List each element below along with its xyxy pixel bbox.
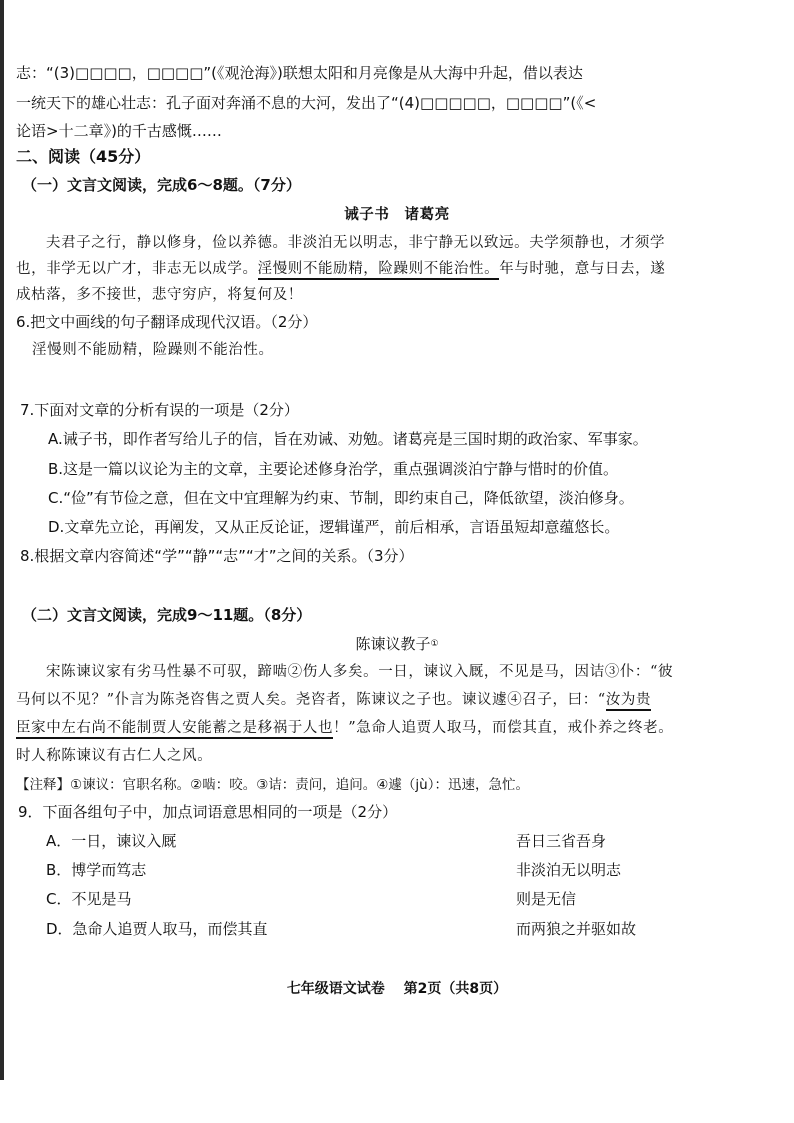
page-footer: 七年级语文试卷 第2页（共8页）	[286, 981, 508, 997]
scan-edge	[0, 0, 4, 1080]
question-9-option-c-left: C．不见是马	[46, 890, 132, 908]
passage1-title: 诫子书 诸葛亮	[344, 206, 450, 223]
question-9-option-a-right: 吾日三省吾身	[516, 832, 607, 850]
question-7: 7.下面对文章的分析有误的一项是（2分）	[20, 401, 299, 419]
passage2-line-4: 时人称陈谏议有古仁人之风。	[16, 748, 213, 764]
question-8: 8.根据文章内容简述“学”“静”“志”“才”之间的关系。（3分）	[20, 547, 414, 565]
question-7-option-b: B.这是一篇以议论为主的文章，主要论述修身治学，重点强调淡泊宁静与惜时的价值。	[48, 460, 619, 478]
question-9-option-a-left: A．一日，谏议入厩	[46, 832, 177, 850]
fill-in-line-3: 论语>十二章》)的千古感慨……	[16, 122, 222, 140]
annotation-notes: 【注释】①谏议：官职名称。②啮：咬。③诘：责问，追问。④遽（jù）：迅速，急忙。	[16, 777, 529, 793]
passage1-line-2-tail: 年与时驰，意与日去，遂	[499, 261, 666, 277]
passage2-line-3	[16, 717, 784, 739]
question-7-option-a: A.诫子书，即作者写给儿子的信，旨在劝诫、劝勉。诸葛亮是三国时期的政治家、军事家。	[48, 430, 648, 448]
question-6: 6.把文中画线的句子翻译成现代汉语。（2分）	[16, 313, 318, 331]
passage2-underlined-part-2: 臣家中左右尚不能制贾人安能蓄之是移祸于人也	[16, 720, 333, 739]
passage2-line-2-head: 马何以不见？”仆言为陈尧咨售之贾人矣。尧咨者，陈谏议之子也。谏议遽④召子，曰：“	[16, 692, 606, 708]
question-7-option-c: C.“俭”有节俭之意，但在文中宜理解为约束、节制，即约束自己，降低欲望，淡泊修身。	[48, 489, 634, 507]
passage1-line-2-head: 也，非学无以广才，非志无以成学。	[16, 261, 258, 277]
fill-in-line-1: 志：“(3)□□□□，□□□□”(《观沧海》)联想太阳和月亮像是从大海中升起，借以表达	[16, 64, 583, 82]
question-6-sentence: 淫慢则不能励精，险躁则不能治性。	[32, 342, 274, 358]
question-9-option-d-right: 而两狼之并驱如故	[516, 920, 637, 938]
question-9: 9．下面各组句子中，加点词语意思相同的一项是（2分）	[18, 803, 398, 821]
passage1-line-2	[16, 258, 784, 280]
passage2-underlined-part-1: 汝为贵	[606, 692, 651, 711]
part1-heading: （一）文言文阅读，完成6～8题。（7分）	[22, 176, 301, 194]
passage2-title	[0, 633, 794, 655]
question-7-option-d: D.文章先立论，再阐发，又从正反论证，逻辑谨严，前后相承，言语虽短却意蕴悠长。	[48, 518, 620, 536]
passage1-underlined-sentence: 淫慢则不能励精，险躁则不能治性。	[258, 261, 500, 280]
fill-in-line-2: 一统天下的雄心壮志：孔子面对奔涌不息的大河，发出了“(4)□□□□□，□□□□”(《<	[16, 94, 597, 112]
passage2-line-2	[16, 689, 784, 711]
question-9-option-b-right: 非淡泊无以明志	[516, 861, 622, 879]
passage2-title-text: 陈谏议教子	[355, 635, 431, 653]
passage1-line-1: 夫君子之行，静以修身，俭以养德。非淡泊无以明志，非宁静无以致远。夫学须静也，才须学	[46, 235, 666, 251]
question-9-option-b-left: B．博学而笃志	[46, 861, 147, 879]
passage2-line-3-tail: ！”急命人追贾人取马，而偿其直，戒仆养之终老。	[333, 720, 674, 736]
question-9-option-d-left: D．急命人追贾人取马，而偿其直	[46, 920, 268, 938]
passage2-title-note: ①	[430, 639, 439, 649]
part2-heading: （二）文言文阅读，完成9～11题。（8分）	[22, 606, 312, 624]
passage1-line-3: 成枯落，多不接世，悲守穷庐，将复何及！	[16, 287, 303, 303]
passage2-line-1: 宋陈谏议家有劣马性暴不可驭，蹄啮②伤人多矣。一日，谏议入厩，不见是马，因诘③仆：“彼	[46, 664, 674, 680]
question-9-option-c-right: 则是无信	[516, 890, 577, 908]
section-title-reading: 二、阅读（45分）	[16, 147, 151, 166]
